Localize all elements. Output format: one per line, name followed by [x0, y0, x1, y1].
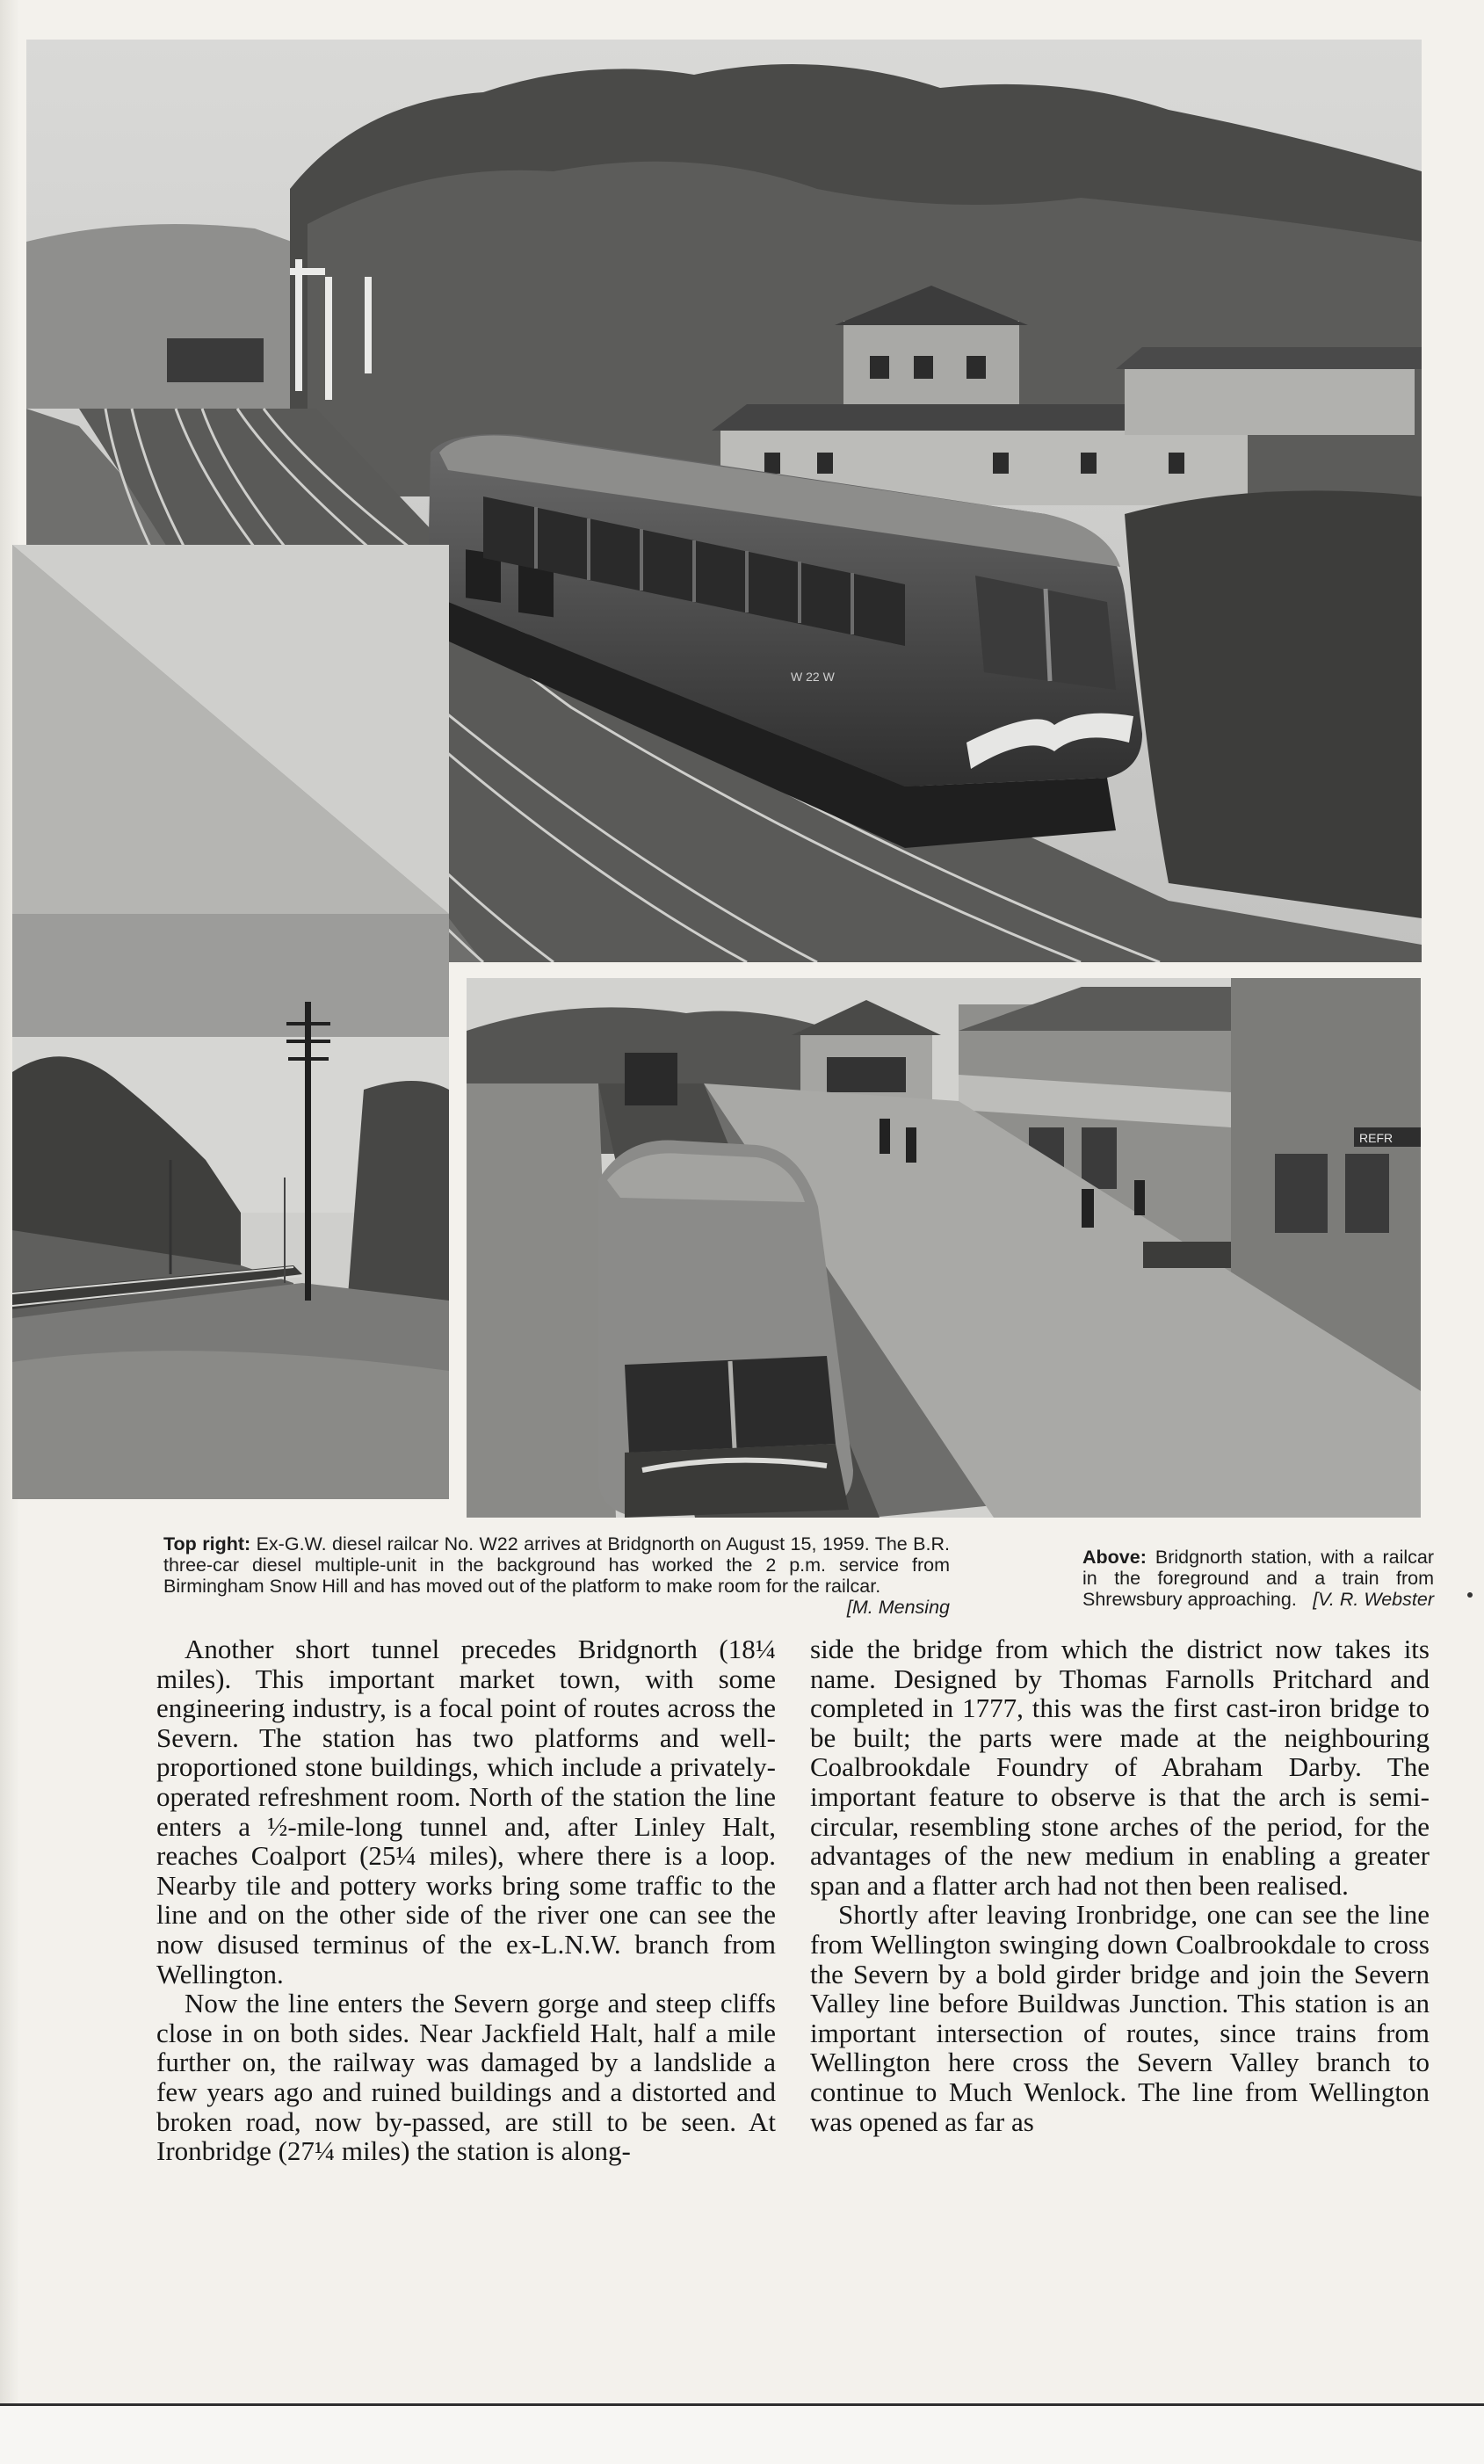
caption-above-text: Bridgnorth station, with a railcar in the foreground and a train from Shrewsbury approaching. [1082, 1547, 1434, 1610]
photo-bridgnorth-station [461, 973, 1426, 1523]
caption-top-right-credit: [M. Mensing [846, 1597, 950, 1618]
paragraph: Another short tunnel precedes Bridgnorth (18¼ miles). This important market town, with some engineering industry, is a focal point of routes across the Severn. The station has two platforms and well-proportioned stone buildings, which include a privately-operated refreshment room. North of the station the line enters a ½-mile-long tunnel and, after Linley Halt, reaches Coalport (25¼ miles), where there is a loop. Nearby tile and pottery works bring some traffic to the line and on the other side of the river one can see the now disused terminus of the ex-L.N.W. branch from Wellington. [156, 1634, 776, 1989]
photo-line-cutting [12, 545, 449, 1499]
caption-top-right-text: Ex-G.W. diesel railcar No. W22 arrives at Bridgnorth on August 15, 1959. The B.R. three-car diesel multiple-unit in the background has worked the 2 p.m. service from Birmingham Snow Hill and has moved out of the platform to make room for the railcar. [163, 1533, 950, 1597]
paragraph: Now the line enters the Severn gorge and steep cliffs close in on both sides. Near Jackfield Halt, half a mile further on, the railway was damaged by a landslide a few years ago and ruined buildings and a distorted and broken road, now by-passed, are still to be seen. At Ironbridge (27¼ miles) the station is along- [156, 1988, 776, 2167]
text-column-left [156, 1634, 776, 2166]
railcar-number-text: W 22 W [791, 670, 835, 684]
caption-above-credit: [V. R. Webster [1313, 1589, 1434, 1610]
text-column-right [810, 1634, 1430, 2136]
caption-above [1082, 1547, 1434, 1610]
page-speck [1467, 1592, 1473, 1598]
caption-top-right-label: Top right: [163, 1533, 251, 1554]
page-bottom-edge [0, 2403, 1484, 2464]
station-sign-text: REFR [1359, 1131, 1394, 1145]
caption-top-right [163, 1533, 950, 1618]
paragraph: side the bridge from which the district now takes its name. Designed by Thomas Farnolls Pritchard and completed in 1777, this was the first cast-iron bridge to be built; the parts were made at the neighbouring Coalbrookdale Foundry of Abraham Darby. The important feature to observe is that the arch is semi-circular, resembling stone arches of the period, for the advantages of the new medium in enabling a greater span and a flatter arch had not then been realised. [810, 1634, 1430, 1901]
caption-above-label: Above: [1082, 1547, 1147, 1568]
paragraph: Shortly after leaving Ironbridge, one can see the line from Wellington swinging down Coalbrookdale to cross the Severn by a bold girder bridge and join the Severn Valley line before Buildwas Junction. This station is an important intersection of routes, since trains from Wellington here cross the Severn Valley branch to continue to Much Wenlock. The line from Wellington was opened as far as [810, 1899, 1430, 2137]
